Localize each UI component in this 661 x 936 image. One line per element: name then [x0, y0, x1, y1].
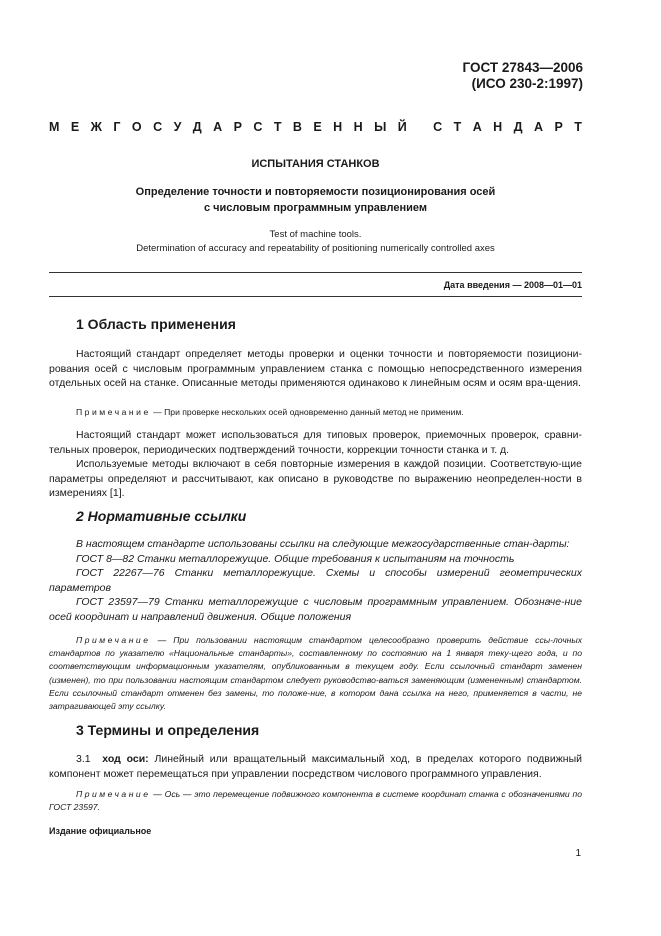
banner-letter: А [213, 120, 223, 134]
iso-number: (ИСО 230-2:1997) [471, 76, 583, 91]
paragraph-text: Настоящий стандарт может использоваться для типовых проверок, приемочных проверок, сравни-тельных проверок, периодических подтверждений точности, коррекции точности станка и т. д. [49, 429, 582, 456]
note-label: Примечание [76, 789, 151, 799]
banner-letter: М [49, 120, 60, 134]
banner-letter: Н [333, 120, 343, 134]
references-intro: В настоящем стандарте использованы ссылки на следующие межгосударственные стан-дарты: [76, 538, 570, 550]
note-label: Примечание [76, 407, 151, 417]
banner-letter: Е [313, 120, 322, 134]
section-1-note [49, 406, 582, 419]
banner-gap [418, 120, 421, 134]
banner-letter: У [173, 120, 182, 134]
banner-letter: Р [233, 120, 242, 134]
section-3-note [49, 788, 582, 814]
reference-item: ГОСТ 23597—79 Станки металлорежущие с числовым программным управлением. Обозначе-ние осей координат и направлений движения. Общие положения [49, 596, 582, 623]
banner-letter: С [153, 120, 163, 134]
banner-letter: Ж [90, 120, 102, 134]
banner-letter: Р [554, 120, 563, 134]
note-text: — При пользовании настоящим стандартом целесообразно проверить действие ссы-лочных стандартов по указателю «Национальные стандарты», составленному по состоянию на 1 января теку-щего года, и по соответствующим информационным указателям, опубликованным в текущем году. Если ссылочный стандарт заменен (изменен), то при пользовании настоящим стандартом следует руководство-ваться заменяющим (измененным) стандартом. Если ссылочный стандарт отменен без замены, то положе-ние, в котором дана ссылка на него, применяется в части, не затрагивающей эту ссылку. [49, 635, 582, 712]
note-text: — При проверке нескольких осей одновременно данный метод не применим. [150, 407, 464, 417]
term-text: Линейный или вращательный максимальный ход, в пределах которого подвижный компонент может перемещаться при управлении посредством числового программного управления. [49, 753, 582, 780]
banner-letter: С [433, 120, 443, 134]
std-number: ГОСТ 27843—2006 [462, 60, 583, 75]
banner-letter: А [533, 120, 543, 134]
note-text: — Ось — это перемещение подвижного компонента в системе координат станка с обозначениями по ГОСТ 23597. [49, 789, 582, 813]
term-name: ход оси: [102, 753, 149, 765]
page-number: 1 [575, 848, 581, 859]
term-number: 3.1 [76, 753, 91, 765]
banner-letter: Т [574, 120, 582, 134]
banner-letter: Н [493, 120, 503, 134]
banner-letter: Д [192, 120, 202, 134]
english-title-line: Determination of accuracy and repeatability of positioning numerically controlled axes [136, 243, 495, 254]
normative-references [49, 537, 582, 625]
banner-letter: С [253, 120, 263, 134]
reference-item: ГОСТ 8—82 Станки металлорежущие. Общие требования к испытаниям на точность [76, 552, 515, 565]
introduction-date: Дата введения — 2008—01—01 [443, 280, 582, 290]
section-1-heading: 1 Область применения [76, 316, 236, 332]
banner-letter: Й [397, 120, 407, 134]
note-label: Примечание [76, 635, 151, 645]
banner-letter: О [131, 120, 142, 134]
divider [49, 272, 582, 273]
term-definition [49, 752, 582, 781]
paragraph-text: Используемые методы включают в себя повторные измерения в каждой позиции. Соответствую-щие параметры определяют и рассчитывают, как описано в руководстве по выражению неопределен-ности в измерениях [1]. [49, 458, 582, 500]
section-3-heading: 3 Термины и определения [76, 722, 260, 738]
interstate-standard-banner [49, 120, 582, 134]
banner-letter: Ы [374, 120, 387, 134]
paragraph-text: Настоящий стандарт определяет методы проверки и оценки точности и повторяемости позициони-рования осей с числовым программным управлением станка с помощью непосредственного измерения отдельных осей на станке. Описанные методы применяются одинаково к линейным осям и осям вра-щения. [49, 348, 582, 390]
divider [49, 296, 582, 297]
section-2-heading: 2 Нормативные ссылки [76, 508, 247, 524]
banner-letter: Т [453, 120, 462, 134]
english-title-line: Test of machine tools. [269, 229, 362, 240]
standard-number-block [463, 60, 583, 92]
english-title [49, 228, 582, 256]
banner-letter: Н [353, 120, 363, 134]
official-publication-label: Издание официальное [49, 826, 152, 836]
subtitle-line: с числовым программным управлением [203, 202, 428, 214]
banner-letter: Т [273, 120, 282, 134]
banner-letter: А [472, 120, 482, 134]
document-title: ИСПЫТАНИЯ СТАНКОВ [251, 158, 380, 170]
banner-letter: Е [70, 120, 80, 134]
reference-item: ГОСТ 22267—76 Станки металлорежущие. Схемы и способы измерений геометрических параметров [49, 567, 582, 594]
banner-letter: Г [113, 120, 121, 134]
subtitle-line: Определение точности и повторяемости позиционирования осей [135, 186, 496, 198]
banner-letter: В [292, 120, 302, 134]
document-subtitle [49, 184, 582, 216]
section-1-paragraph [49, 347, 582, 391]
section-2-note [49, 634, 582, 713]
banner-letter: Д [513, 120, 523, 134]
section-1-paragraphs [49, 428, 582, 501]
